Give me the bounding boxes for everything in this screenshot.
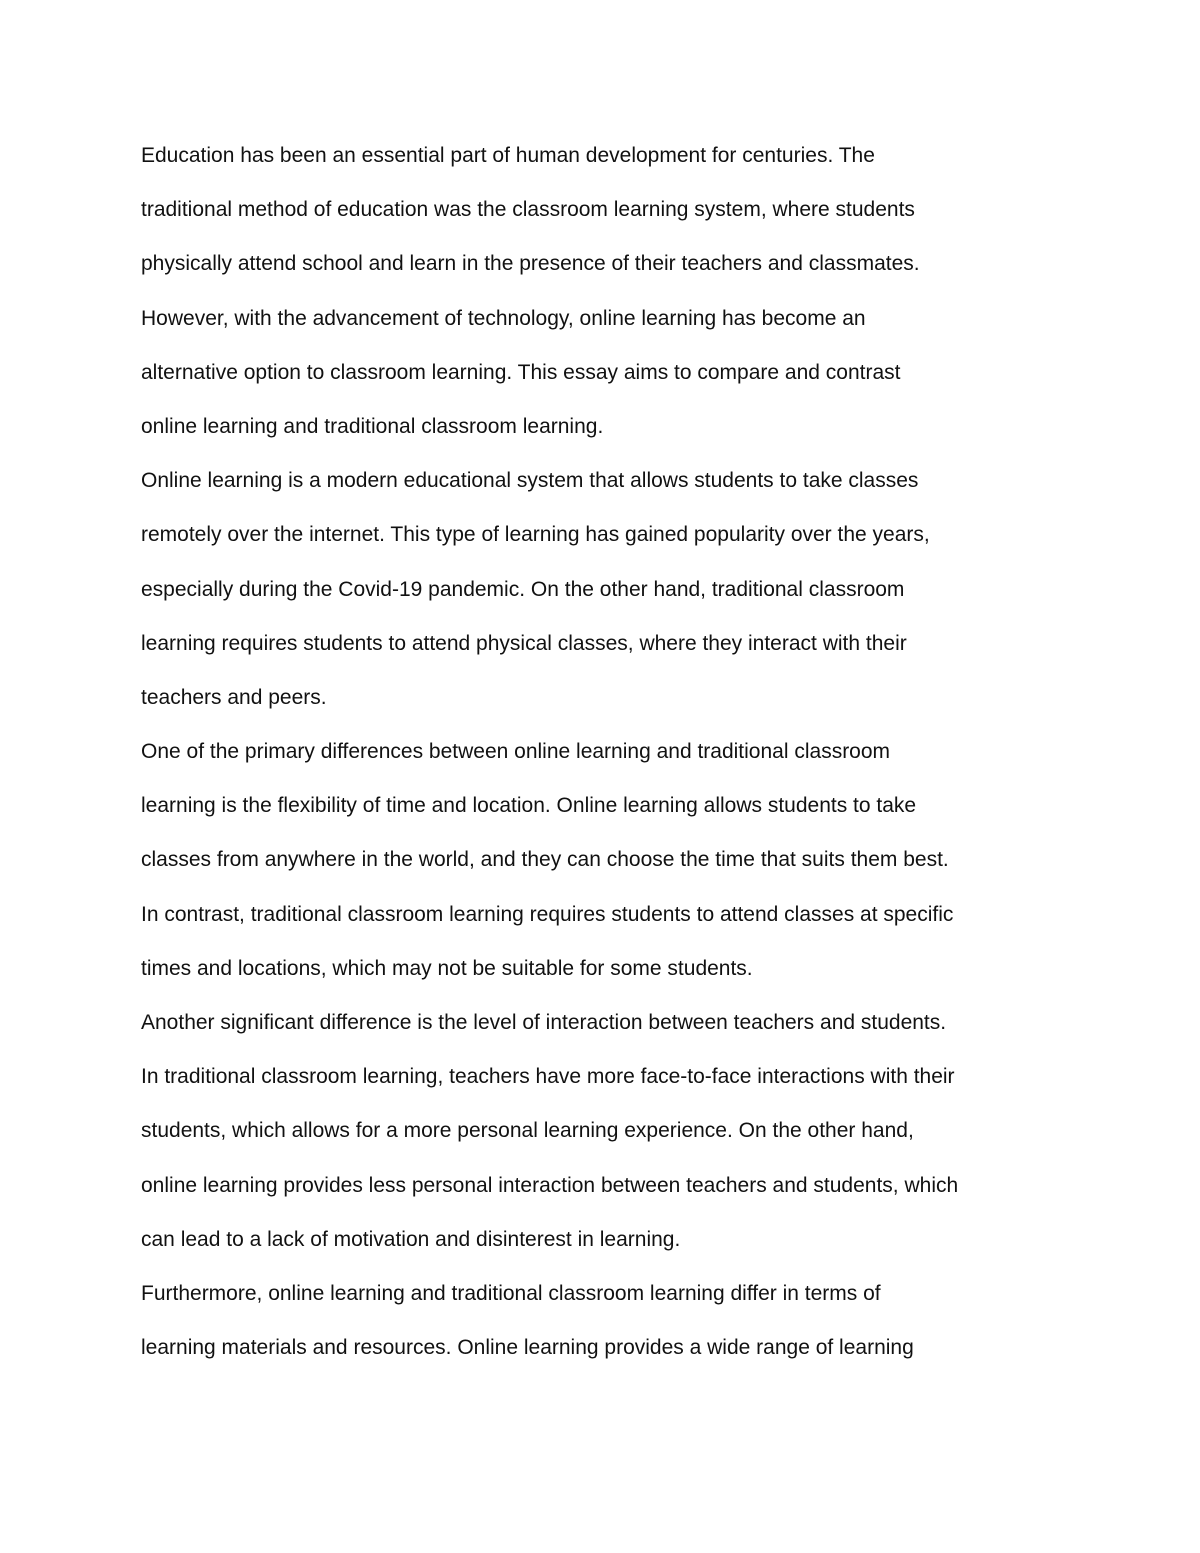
text-line: alternative option to classroom learning. This essay aims to compare and contrast xyxy=(141,360,901,384)
text-line: especially during the Covid-19 pandemic. On the other hand, traditional classroom xyxy=(141,577,905,601)
text-line: Education has been an essential part of human development for centuries. The xyxy=(141,144,875,167)
text-line: Online learning is a modern educational system that allows students to take classes xyxy=(141,469,919,493)
text-line: classes from anywhere in the world, and they can choose the time that suits them best. xyxy=(141,848,949,872)
text-line: traditional method of education was the classroom learning system, where students xyxy=(141,198,915,222)
text-line: can lead to a lack of motivation and disinterest in learning. xyxy=(141,1227,681,1251)
text-line: teachers and peers. xyxy=(141,685,327,709)
text-line: Another significant difference is the level of interaction between teachers and students. xyxy=(141,1011,947,1034)
text-line: One of the primary differences between online learning and traditional classroom xyxy=(141,740,891,764)
text-line: online learning provides less personal interaction between teachers and students, which xyxy=(141,1173,959,1197)
text-line: remotely over the internet. This type of learning has gained popularity over the years, xyxy=(141,523,930,547)
text-line: times and locations, which may not be suitable for some students. xyxy=(141,956,753,980)
text-line: online learning and traditional classroom learning. xyxy=(141,414,604,438)
text-line: learning requires students to attend physical classes, where they interact with their xyxy=(141,631,907,655)
text-line: learning materials and resources. Online learning provides a wide range of learning xyxy=(141,1336,914,1360)
text-line: physically attend school and learn in the presence of their teachers and classmates. xyxy=(141,252,920,276)
text-line: In traditional classroom learning, teachers have more face-to-face interactions with their xyxy=(141,1065,955,1089)
text-line: learning is the flexibility of time and location. Online learning allows students to take xyxy=(141,794,917,818)
text-line: In contrast, traditional classroom learning requires students to attend classes at specific xyxy=(141,902,954,926)
text-line: students, which allows for a more personal learning experience. On the other hand, xyxy=(141,1119,914,1143)
essay-body xyxy=(141,129,1101,1375)
text-line: Furthermore, online learning and traditional classroom learning differ in terms of xyxy=(141,1281,881,1305)
text-line: However, with the advancement of technology, online learning has become an xyxy=(141,306,866,330)
